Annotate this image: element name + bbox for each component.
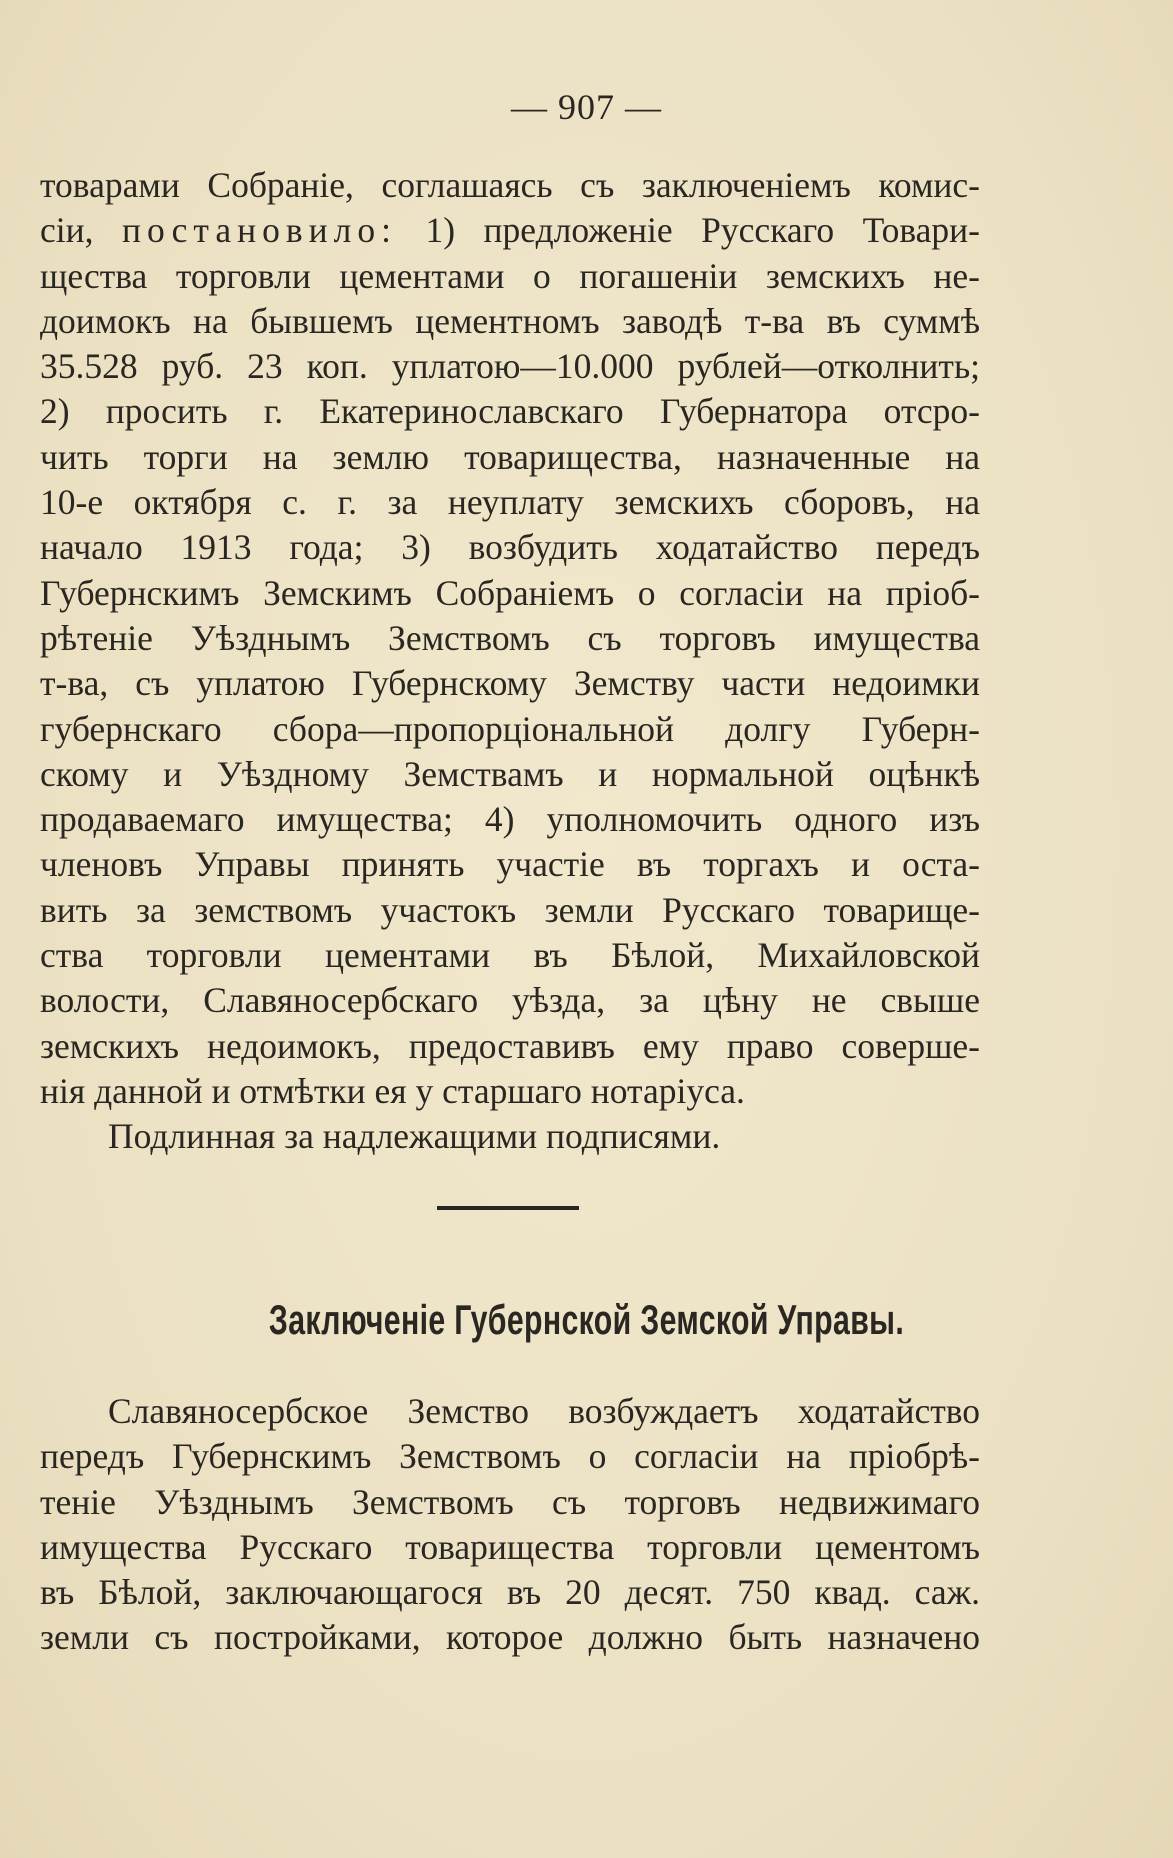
text-line: въ Бѣлой, заключающагося въ 20 десят. 750 квад. саж. [40,1572,980,1613]
text-line: Губернскимъ Земскимъ Собраніемъ о согласіи на пріоб- [40,572,980,613]
text-line: рѣтеніе Уѣзднымъ Земствомъ съ торговъ имущества [40,617,980,658]
emphasized-word: постановило: [122,210,397,251]
text-line: земскихъ недоимокъ, предоставивъ ему право соверше- [40,1025,980,1066]
text-line: 2) просить г. Екатеринославскаго Губернатора отсро- [40,391,980,432]
section-divider [437,1206,579,1210]
conclusion-text [40,1389,980,1661]
text-line: Славяносербское Земство возбуждаетъ ходатайство [108,1391,980,1431]
text-line: нія данной и отмѣтки ея у старшаго нотаріуса. [40,1070,745,1111]
text-line: губернскаго сбора—пропорціональной долгу Губерн- [40,708,980,749]
section-heading: Заключеніе Губернской Земской Управы. [268,1296,905,1343]
text-line: товарами Собраніе, соглашаясь съ заключеніемъ комис- [40,165,980,205]
text-line: передъ Губернскимъ Земствомъ о согласіи на пріобрѣ- [40,1436,980,1477]
signature-note: Подлинная за надлежащими подписями. [108,1116,721,1157]
text-line: скому и Уѣздному Земствамъ и нормальной оцѣнкѣ [40,753,980,794]
page-number: — 907 — [511,87,662,127]
text-line: 35.528 руб. 23 коп. уплатою—10.000 рублей—отколнить; [40,346,980,387]
text-line: щества торговли цементами о погашеніи земскихъ не- [40,255,980,296]
text-line: теніе Уѣзднымъ Земствомъ съ торговъ недвижимаго [40,1481,980,1522]
text-line: доимокъ на бывшемъ цементномъ заводѣ т-ва въ суммѣ [40,300,980,341]
text-line: земли съ постройками, которое должно быть назначено [40,1617,980,1658]
text-line: ства торговли цементами въ Бѣлой, Михайловской [40,935,980,976]
text-line: т-ва, съ уплатою Губернскому Земству части недоимки [40,663,980,704]
text-line: членовъ Управы принять участіе въ торгахъ и оста- [40,844,980,885]
text-line: продаваемаго имущества; 4) уполномочить одного изъ [40,799,980,840]
text-line: чить торги на землю товарищества, назначенные на [40,436,980,477]
text-line: волости, Славяносербскаго уѣзда, за цѣну не свыше [40,980,980,1021]
text-line-spaced: сіи, постановило: 1) предложеніе Русскаго Товари- [40,210,980,251]
text-line: имущества Русскаго товарищества торговли цементомъ [40,1526,980,1567]
text-line: вить за земствомъ участокъ земли Русскаго товарище- [40,889,980,930]
text-line: 10-е октября с. г. за неуплату земскихъ сборовъ, на [40,482,980,523]
text-line: начало 1913 года; 3) возбудить ходатайство передъ [40,527,980,568]
resolution-text [40,163,980,1160]
